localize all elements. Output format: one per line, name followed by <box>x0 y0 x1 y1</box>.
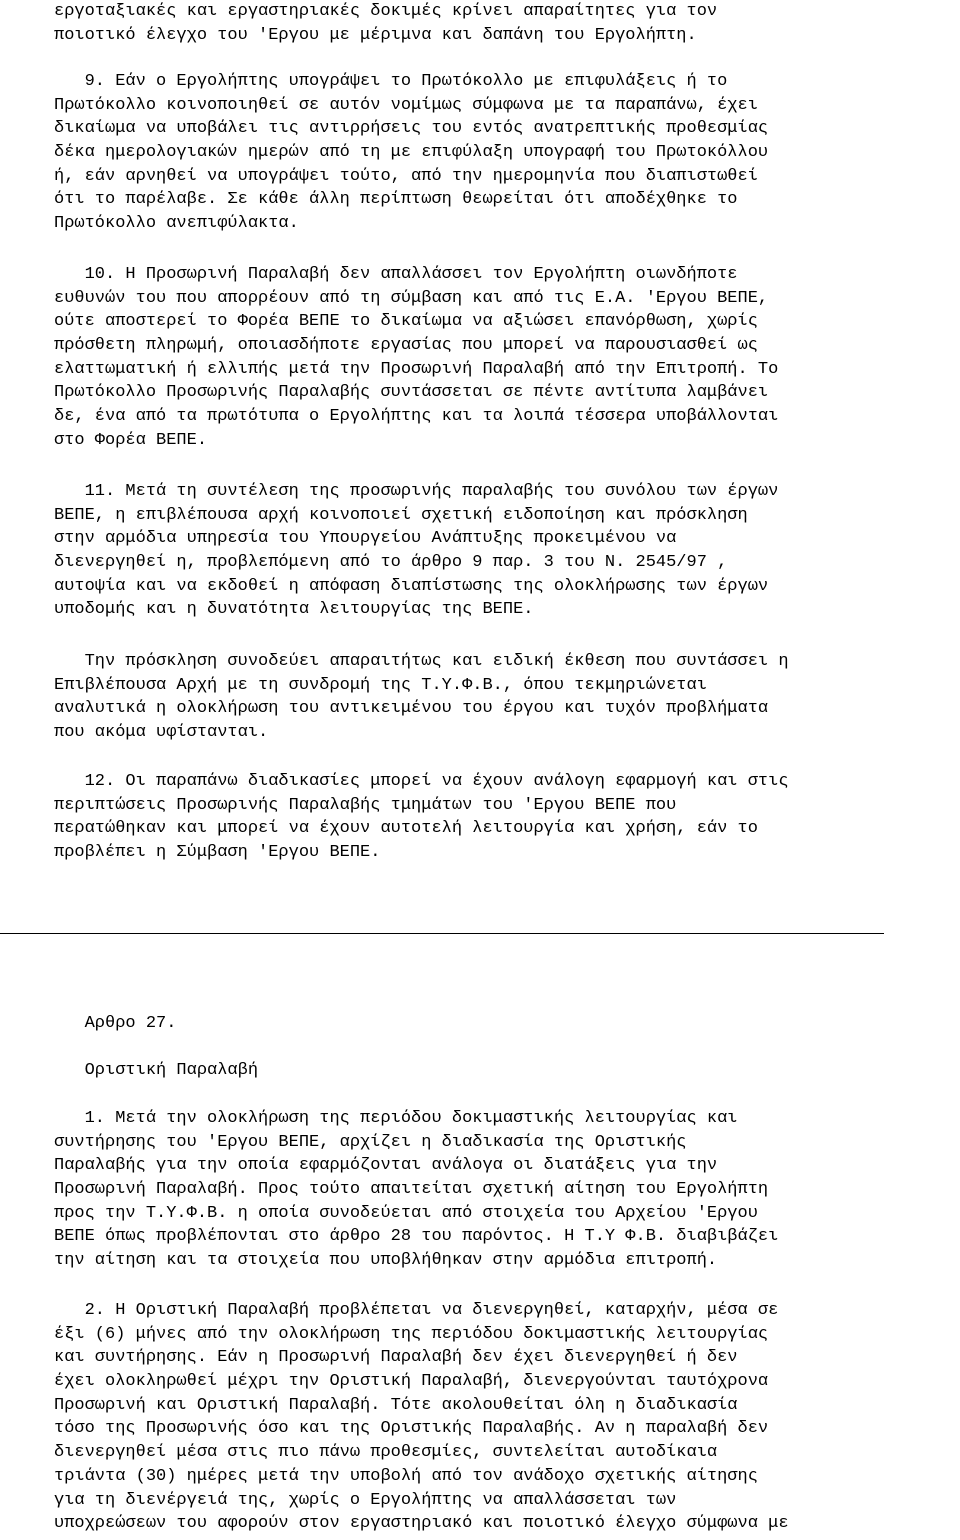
text-line: ή, εάν αρνηθεί να υπογράψει τούτο, από την ημερομηνία που διαπιστωθεί <box>54 166 758 186</box>
text-line: προς την Τ.Υ.Φ.Β. η οποία συνοδεύεται από στοιχεία του Αρχείου 'Εργου <box>54 1203 758 1223</box>
text-line: ούτε αποστερεί το Φορέα ΒΕΠΕ το δικαίωμα να αξιώσει επανόρθωση, χωρίς <box>54 312 758 332</box>
article-heading <box>54 1012 960 1036</box>
text-line: συντήρησης του 'Εργου ΒΕΠΕ, αρχίζει η διαδικασία της Οριστικής <box>54 1132 687 1152</box>
text-line: Επιβλέπουσα Αρχή με τη συνδρομή της Τ.Υ.Φ.Β., όπου τεκμηριώνεται <box>54 675 707 695</box>
text-line: περιπτώσεις Προσωρινής Παραλαβής τμημάτων του 'Εργου ΒΕΠΕ που <box>54 795 677 815</box>
text-line: δικαίωμα να υποβάλει τις αντιρρήσεις του εντός ανατρεπτικής προθεσμίας <box>54 119 769 139</box>
text-line: Την πρόσκληση συνοδεύει απαραιτήτως και ειδική έκθεση που συντάσσει η <box>54 652 789 671</box>
text-line: 9. Εάν ο Εργολήπτης υπογράψει το Πρωτόκολλο με επιφυλάξεις ή το <box>54 72 728 91</box>
text-line: έξι (6) μήνες από την ολοκλήρωση της περιόδου δοκιμαστικής λειτουργίας <box>54 1324 769 1344</box>
text-line: Πρωτόκολλο ανεπιφύλακτα. <box>54 214 299 234</box>
text-line: διενεργηθεί μέσα στις πιο πάνω προθεσμίες, συντελείται αυτοδίκαια <box>54 1443 718 1463</box>
text-line: πρόσθετη πληρωμή, οποιασδήποτε εργασίας που μπορεί να παρουσιασθεί ως <box>54 336 758 356</box>
text-line: δε, ένα από τα πρωτότυπα ο Εργολήπτης και τα λοιπά τέσσερα υποβάλλονται <box>54 407 779 427</box>
article-title <box>54 1059 960 1083</box>
text-line: Προσωρινή Παραλαβή. Προς τούτο απαιτείται σχετική αίτηση του Εργολήπτη <box>54 1180 769 1200</box>
text-line: περατώθηκαν και μπορεί να έχουν αυτοτελή λειτουργία και χρήση, εάν το <box>54 819 758 839</box>
article-paragraph-1 <box>54 1107 960 1273</box>
text-line: την αίτηση και τα στοιχεία που υποβλήθηκαν στην αρμόδια επιτροπή. <box>54 1251 718 1271</box>
text-line: ΒΕΠΕ όπως προβλέπονται στο άρθρο 28 του παρόντος. Η Τ.Υ Φ.Β. διαβιβάζει <box>54 1227 779 1247</box>
text-line: διενεργηθεί η, προβλεπόμενη από το άρθρο 9 παρ. 3 του Ν. 2545/97 , <box>54 553 728 573</box>
text-line: ποιοτικό έλεγχο του 'Εργου με μέριμνα και δαπάνη του Εργολήπτη. <box>54 25 697 45</box>
text-line: ευθυνών του που απορρέουν από τη σύμβαση και από τις Ε.Α. 'Εργου ΒΕΠΕ, <box>54 288 769 308</box>
text-line: 11. Μετά τη συντέλεση της προσωρινής παραλαβής του συνόλου των έργων <box>54 482 779 501</box>
text-line: 10. Η Προσωρινή Παραλαβή δεν απαλλάσσει τον Εργολήπτη οιωνδήποτε <box>54 265 738 284</box>
paragraph-9 <box>54 70 960 236</box>
text-line: και συντήρησης. Εάν η Προσωρινή Παραλαβή δεν έχει διενεργηθεί ή δεν <box>54 1348 738 1368</box>
paragraph-11 <box>54 480 960 622</box>
text-line: στο Φορέα ΒΕΠΕ. <box>54 430 208 450</box>
paragraph-11-continued <box>54 650 960 745</box>
continuation-paragraph <box>54 0 960 47</box>
text-line: αυτοψία και να εκδοθεί η απόφαση διαπίστωσης της ολοκλήρωσης των έργων <box>54 576 769 596</box>
text-line: αναλυτικά η ολοκλήρωση του αντικειμένου του έργου και τυχόν προβλήματα <box>54 699 769 719</box>
text-line: Πρωτόκολλο Προσωρινής Παραλαβής συντάσσεται σε πέντε αντίτυπα λαμβάνει <box>54 383 769 403</box>
text-line: υποχρεώσεων του αφορούν στον εργαστηριακό και ποιοτικό έλεγχο σύμφωνα με <box>54 1514 789 1534</box>
horizontal-divider <box>0 933 884 934</box>
text-line: για τη διενέργειά της, χωρίς ο Εργολήπτης να απαλλάσσεται των <box>54 1490 677 1510</box>
text-line: Παραλαβής για την οποία εφαρμόζονται ανάλογα οι διατάξεις για την <box>54 1156 718 1176</box>
text-line: Πρωτόκολλο κοινοποιηθεί σε αυτόν νομίμως σύμφωνα με τα παραπάνω, έχει <box>54 95 758 115</box>
paragraph-12 <box>54 770 960 865</box>
text-line: Προσωρινή και Οριστική Παραλαβή. Τότε ακολουθείται όλη η διαδικασία <box>54 1395 738 1415</box>
text-line: 12. Οι παραπάνω διαδικασίες μπορεί να έχουν ανάλογη εφαρμογή και στις <box>54 772 789 791</box>
text-line: που ακόμα υφίστανται. <box>54 723 269 743</box>
text-line: 2. Η Οριστική Παραλαβή προβλέπεται να διενεργηθεί, καταρχήν, μέσα σε <box>54 1301 779 1320</box>
text-line: δέκα ημερολογιακών ημερών από τη με επιφύλαξη υπογραφή του Πρωτοκόλλου <box>54 143 769 163</box>
text-line: τόσο της Προσωρινής όσο και της Οριστικής Παραλαβής. Αν η παραλαβή δεν <box>54 1419 769 1439</box>
text-line: 1. Μετά την ολοκλήρωση της περιόδου δοκιμαστικής λειτουργίας και <box>54 1109 738 1128</box>
text-line: υποδομής και η δυνατότητα λειτουργίας της ΒΕΠΕ. <box>54 600 534 620</box>
text-line: τριάντα (30) ημέρες μετά την υποβολή από τον ανάδοχο σχετικής αίτησης <box>54 1466 758 1486</box>
text-line: έχει ολοκληρωθεί μέχρι την Οριστική Παραλαβή, διενεργούνται ταυτόχρονα <box>54 1372 769 1392</box>
text-line: ότι το παρέλαβε. Σε κάθε άλλη περίπτωση θεωρείται ότι αποδέχθηκε το <box>54 190 738 210</box>
text-line: στην αρμόδια υπηρεσία του Υπουργείου Ανάπτυξης προκειμένου να <box>54 529 677 549</box>
text-line: ΒΕΠΕ, η επιβλέπουσα αρχή κοινοποιεί σχετική ειδοποίηση και πρόσκληση <box>54 505 748 525</box>
article-paragraph-2 <box>54 1299 960 1536</box>
text-line: εργοταξιακές και εργαστηριακές δοκιμές κρίνει απαραίτητες για τον <box>54 2 718 21</box>
text-line: ελαττωματική ή ελλιπής μετά την Προσωρινή Παραλαβή από την Επιτροπή. Το <box>54 359 779 379</box>
text-line: προβλέπει η Σύμβαση 'Εργου ΒΕΠΕ. <box>54 843 381 863</box>
article-number: Αρθρο 27. <box>54 1014 177 1033</box>
article-title-text: Οριστική Παραλαβή <box>54 1061 259 1080</box>
paragraph-10 <box>54 263 960 453</box>
